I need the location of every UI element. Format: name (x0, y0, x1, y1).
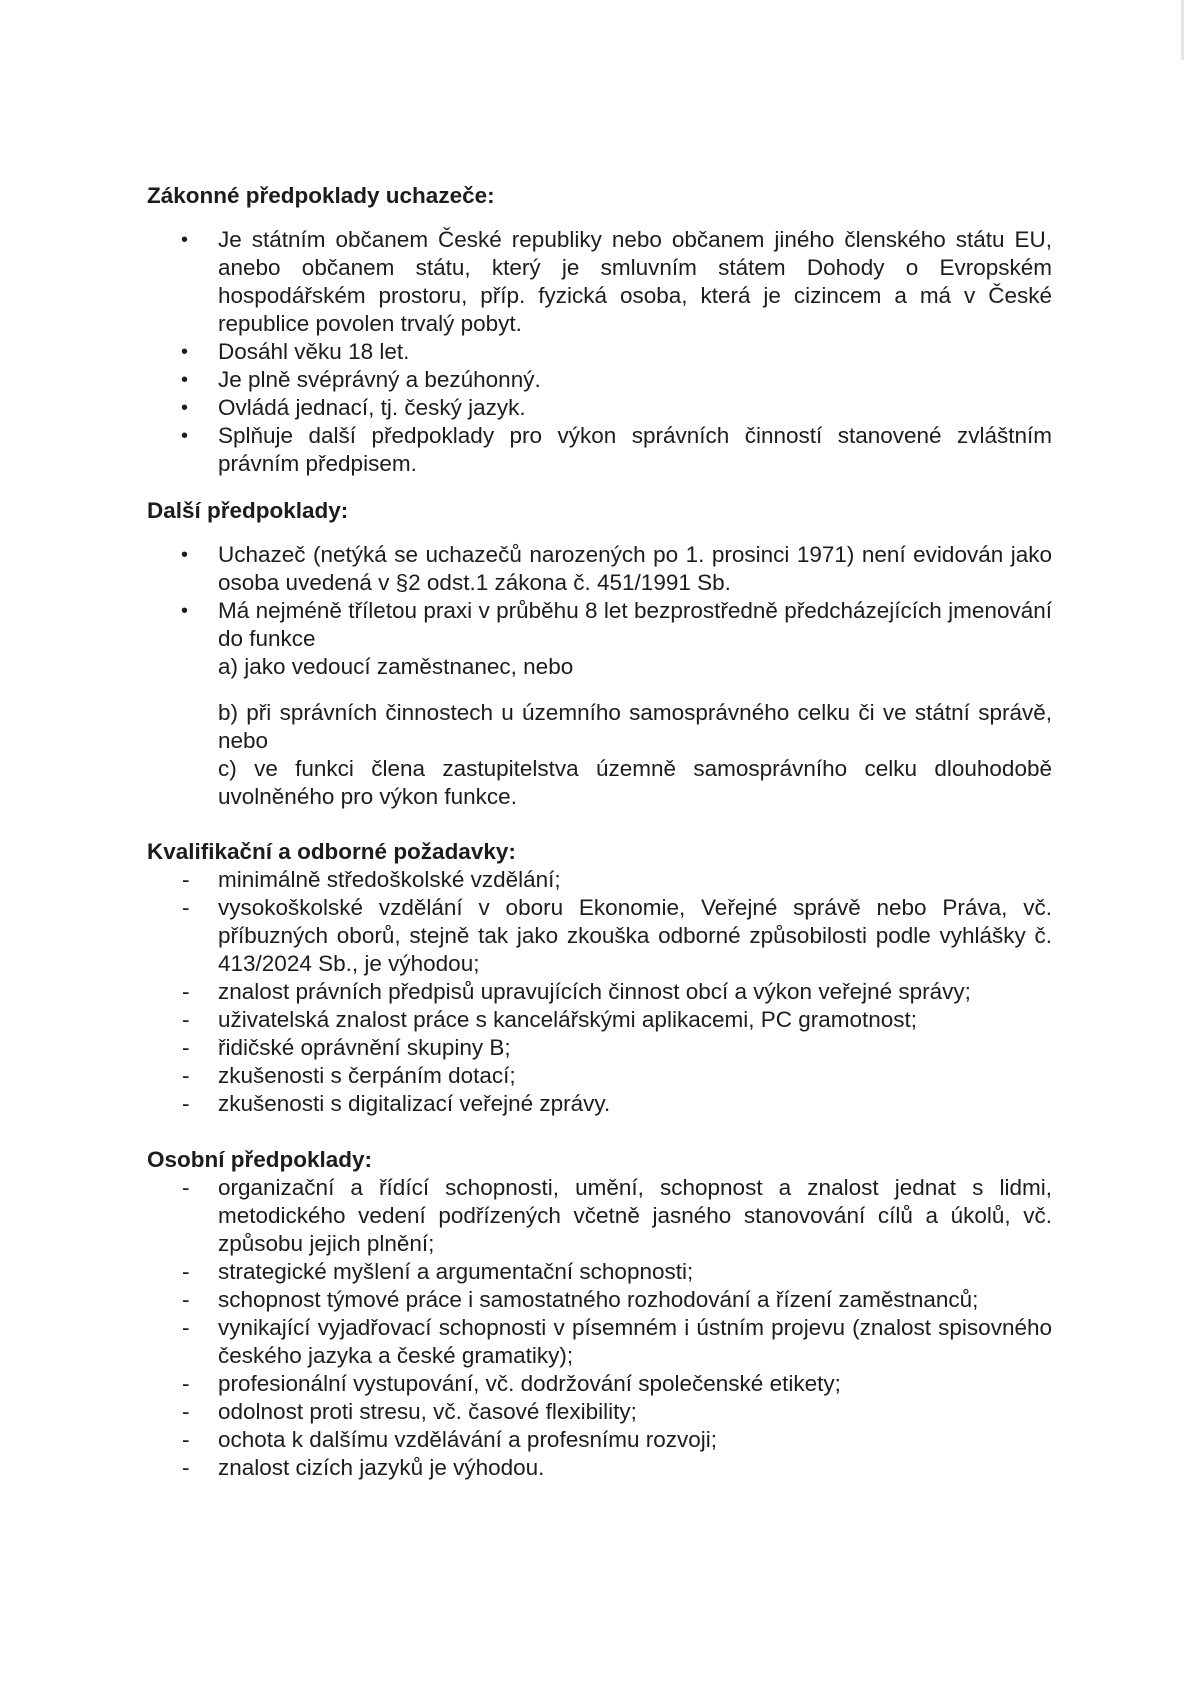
sub-item-c: c) ve funkci člena zastupitelstva územně samosprávního celku dlouhodobě uvolněného pro výkon funkce. (218, 756, 1052, 809)
list-item: • Dosáhl věku 18 let. (147, 338, 1052, 366)
personal-list (147, 1174, 1052, 1482)
section-qualification (147, 838, 1052, 1118)
section-heading-legal: Zákonné předpoklady uchazeče: (147, 183, 495, 208)
other-list (147, 541, 1052, 811)
list-item: - profesionální vystupování, vč. dodržování společenské etikety; (147, 1370, 1052, 1398)
section-heading-personal: Osobní předpoklady: (147, 1147, 373, 1172)
sub-item-b: b) při správních činnostech u územního samosprávného celku či ve státní správě, nebo (218, 700, 1052, 753)
document-body (147, 182, 1052, 1482)
section-heading-qualification: Kvalifikační a odborné požadavky: (147, 839, 516, 864)
list-item: - vysokoškolské vzdělání v oboru Ekonomie, Veřejné správě nebo Práva, vč. příbuzných oborů, stejně tak jako zkouška odborné způsobilosti podle vyhlášky č. 413/2024 Sb., je výhodou; (147, 894, 1052, 978)
section-legal-requirements (147, 182, 1052, 478)
list-item: - odolnost proti stresu, vč. časové flexibility; (147, 1398, 1052, 1426)
list-item: • Je státním občanem České republiky nebo občanem jiného členského státu EU, anebo občanem státu, který je smluvním státem Dohody o Evropském hospodářském prostoru, příp. fyzická osoba, která je cizincem a má v České republice povolen trvalý pobyt. (147, 226, 1052, 338)
list-item: - organizační a řídící schopnosti, umění, schopnost a znalost jednat s lidmi, metodického vedení podřízených včetně jasného stanovování cílů a úkolů, vč. způsobu jejich plnění; (147, 1174, 1052, 1258)
sub-item-a: a) jako vedoucí zaměstnanec, nebo (218, 654, 574, 679)
scan-edge-mark (1181, 0, 1184, 60)
list-item-text: Má nejméně tříletou praxi v průběhu 8 let bezprostředně předcházejících jmenování do funkce (218, 598, 1052, 651)
list-item: • Ovládá jednací, tj. český jazyk. (147, 394, 1052, 422)
qualification-list (147, 866, 1052, 1118)
list-item: • Je plně svéprávný a bezúhonný. (147, 366, 1052, 394)
list-item: - strategické myšlení a argumentační schopnosti; (147, 1258, 1052, 1286)
section-other-requirements (147, 497, 1052, 811)
list-item: • Splňuje další předpoklady pro výkon správních činností stanovené zvláštním právním předpisem. (147, 422, 1052, 478)
list-item: - znalost cizích jazyků je výhodou. (147, 1454, 1052, 1482)
list-item: - zkušenosti s čerpáním dotací; (147, 1062, 1052, 1090)
legal-list (147, 226, 1052, 478)
list-item: - znalost právních předpisů upravujících činnost obcí a výkon veřejné správy; (147, 978, 1052, 1006)
list-item: - ochota k dalšímu vzdělávání a profesnímu rozvoji; (147, 1426, 1052, 1454)
list-item: - uživatelská znalost práce s kancelářskými aplikacemi, PC gramotnost; (147, 1006, 1052, 1034)
section-heading-other: Další předpoklady: (147, 498, 349, 523)
list-item: - vynikající vyjadřovací schopnosti v písemném i ústním projevu (znalost spisovného českého jazyka a české gramatiky); (147, 1314, 1052, 1370)
list-item: - zkušenosti s digitalizací veřejné zprávy. (147, 1090, 1052, 1118)
list-item: - řidičské oprávnění skupiny B; (147, 1034, 1052, 1062)
list-item: - schopnost týmové práce i samostatného rozhodování a řízení zaměstnanců; (147, 1286, 1052, 1314)
list-item: • Uchazeč (netýká se uchazečů narozených po 1. prosinci 1971) není evidován jako osoba uvedená v §2 odst.1 zákona č. 451/1991 Sb. (147, 541, 1052, 597)
list-item: - minimálně středoškolské vzdělání; (147, 866, 1052, 894)
list-item (147, 597, 1052, 811)
section-personal (147, 1146, 1052, 1482)
